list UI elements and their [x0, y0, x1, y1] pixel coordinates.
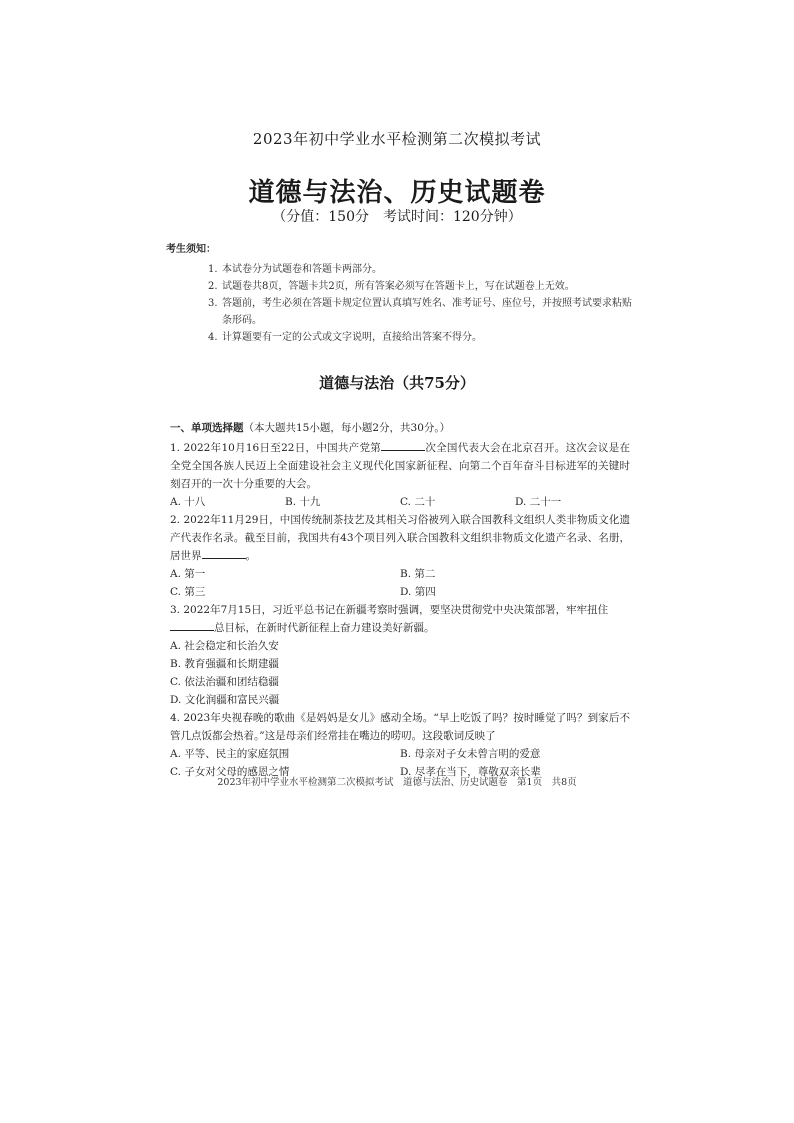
stem-text: 。: [245, 550, 256, 562]
stem-text: 4. 2023年央视春晚的歌曲《是妈妈是女儿》感动全场。“早上吃饭了吗？按时睡觉了吗？到家后不管几点饭都会热着。”这是母亲们经常挂在嘴边的唠叨。这段歌词反映了: [170, 712, 630, 742]
notice-item: [208, 261, 636, 278]
notice-text: 本试卷分为试题卷和答题卡两部分。: [222, 264, 382, 275]
question-stem: [170, 601, 630, 637]
notice-text: 试题卷共8页，答题卡共2页，所有答案必须写在答题卡上，写在试题卷上无效。: [222, 281, 575, 292]
section-title: 道德与法治（共75分）: [319, 374, 475, 392]
question-3: [170, 601, 630, 709]
options: [170, 637, 630, 709]
option-d: D. 二十一: [515, 496, 562, 508]
score-info: （分值：150分 考试时间：120分钟）: [272, 209, 522, 225]
question-2: [170, 511, 630, 601]
options: [170, 565, 630, 601]
question-stem: [170, 439, 630, 493]
part-note: （本大题共15小题，每小题2分，共30分。）: [243, 422, 451, 434]
part-title: 一、单项选择题: [170, 422, 244, 434]
answer-blank: [170, 619, 214, 631]
question-stem: [170, 709, 630, 745]
option-c: C. 依法治疆和团结稳疆: [170, 676, 279, 688]
option-d: D. 尽孝在当下，尊敬双亲长辈: [400, 766, 541, 778]
question-stem: [170, 511, 630, 565]
notice-num: 3.: [208, 298, 218, 309]
stem-text: 次全国代表大会在北京召开。这次会议是在全党全国各族人民迈上全面建设社会主义现代化国家新征程、向第二个百年奋斗目标进军的关键时刻召开的一次十分重要的大会。: [170, 442, 630, 490]
exam-notice: [166, 240, 636, 346]
question-4: [170, 709, 630, 781]
notice-num: 4.: [208, 332, 218, 343]
notice-item: [208, 295, 636, 329]
stem-text: 3. 2022年7月15日，习近平总书记在新疆考察时强调，要坚决贯彻党中央决策部署，牢牢扭住: [170, 604, 609, 616]
paper-title: 道德与法治、历史试题卷: [248, 178, 546, 208]
part-heading: [170, 420, 630, 435]
notice-text: 计算题要有一定的公式或文字说明，直接给出答案不得分。: [222, 332, 482, 343]
notice-title: 考生须知：: [166, 244, 216, 255]
option-c: C. 二十: [400, 496, 436, 508]
option-a: A. 平等、民主的家庭氛围: [170, 748, 290, 760]
option-a: A. 社会稳定和长治久安: [170, 640, 279, 652]
option-d: D. 文化润疆和富民兴疆: [170, 694, 280, 706]
option-d: D. 第四: [400, 586, 436, 598]
notice-list: [166, 261, 636, 346]
notice-item: [208, 329, 636, 346]
answer-blank: [381, 439, 425, 451]
answer-blank: [202, 547, 246, 559]
options: [170, 493, 630, 511]
option-b: B. 第二: [400, 568, 436, 580]
option-a: A. 第一: [170, 568, 206, 580]
stem-text: 总目标，在新时代新征程上奋力建设美好新疆。: [214, 622, 435, 634]
notice-num: 1.: [208, 264, 218, 275]
option-c: C. 子女对父母的感恩之情: [170, 766, 290, 778]
option-b: B. 教育强疆和长期建疆: [170, 658, 279, 670]
option-c: C. 第三: [170, 586, 206, 598]
option-a: A. 十八: [170, 496, 206, 508]
option-b: B. 十九: [285, 496, 321, 508]
notice-text: 答题前，考生必须在答题卡规定位置认真填写姓名、准考证号、座位号，并按照考试要求粘贴条形码。: [222, 298, 632, 326]
option-b: B. 母亲对子女未曾言明的爱意: [400, 748, 541, 760]
stem-text: 1. 2022年10月16日至22日，中国共产党第: [170, 442, 382, 454]
question-1: [170, 439, 630, 511]
page-footer: 2023年初中学业水平检测第二次模拟考试 道德与法治、历史试题卷 第1页 共8页: [217, 777, 577, 788]
question-block: [170, 420, 630, 781]
notice-item: [208, 278, 636, 295]
exam-header: 2023年初中学业水平检测第二次模拟考试: [252, 130, 542, 148]
stem-text: 2. 2022年11月29日，中国传统制茶技艺及其相关习俗被列入联合国教科文组织人类非物质文化遗产代表作名录。截至目前，我国共有43个项目列入联合国教科文组织非物质文化遗产名录、名册，居世界: [170, 514, 630, 562]
notice-num: 2.: [208, 281, 218, 292]
